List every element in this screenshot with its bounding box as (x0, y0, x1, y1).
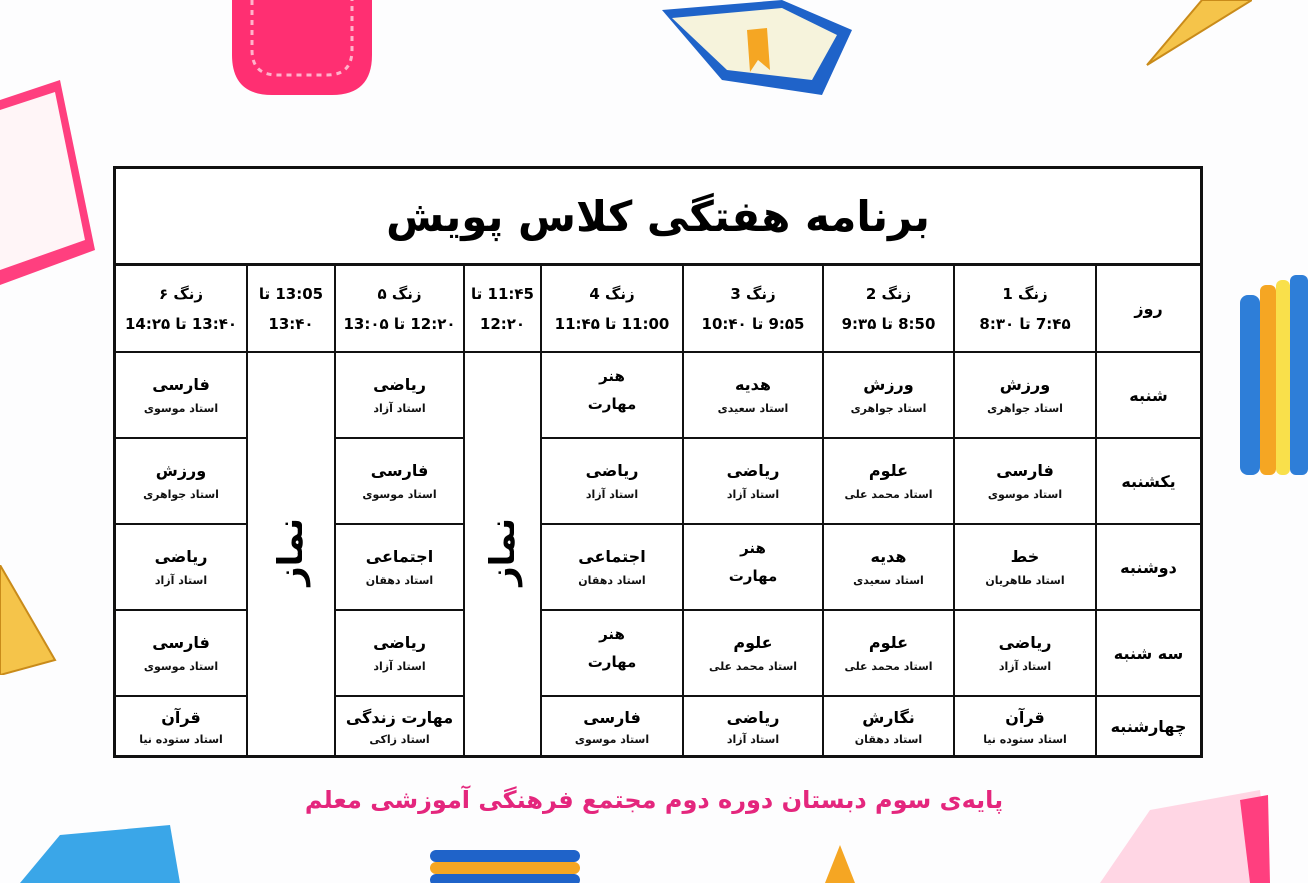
header-break-2: 13:05 تا 13:۴۰ (247, 266, 335, 352)
header-period-2: زنگ 2 8:50 تا 9:۳۵ (823, 266, 954, 352)
day-name: چهارشنبه (1096, 696, 1200, 756)
book-illustration-top (662, 0, 862, 100)
class-cell: نگارش استاد دهقان (823, 696, 954, 756)
header-period-4: زنگ 4 11:00 تا 11:۴۵ (541, 266, 683, 352)
class-cell: قرآن استاد ستوده نیا (954, 696, 1096, 756)
book-illustration-bottom-left (20, 825, 180, 883)
class-cell: ریاضی استاد آزاد (116, 524, 247, 610)
class-cell: ریاضی استاد آزاد (954, 610, 1096, 696)
header-period-1: زنگ 1 7:۴۵ تا 8:۳۰ (954, 266, 1096, 352)
class-cell: علوم استاد محمد علی (823, 438, 954, 524)
header-period-5: زنگ ۵ 12:۲۰ تا 13:۰۵ (335, 266, 464, 352)
class-cell: اجتماعی استاد دهقان (541, 524, 683, 610)
class-cell: هنر مهارت (683, 524, 823, 610)
class-cell: ریاضی استاد آزاد (335, 352, 464, 438)
class-cell: فارسی استاد موسوی (116, 352, 247, 438)
header-day: روز (1096, 266, 1200, 352)
class-cell: خط استاد طاهریان (954, 524, 1096, 610)
book-illustration-left (0, 80, 100, 290)
day-row-saturday (116, 352, 1200, 438)
class-cell: ورزش استاد جواهری (116, 438, 247, 524)
header-period-6: زنگ ۶ 13:۴۰ تا 14:۲۵ (116, 266, 247, 352)
class-cell: ریاضی استاد آزاد (683, 438, 823, 524)
prayer-break-1: نماز (464, 352, 541, 756)
class-cell: هدیه استاد سعیدی (823, 524, 954, 610)
header-break-1: 11:۴5 تا 12:۲۰ (464, 266, 541, 352)
school-caption: پایه‌ی سوم دبستان دوره دوم مجتمع فرهنگی آموزشی معلم (304, 786, 1004, 814)
class-cell: ورزش استاد جواهری (823, 352, 954, 438)
header-period-3: زنگ 3 9:۵5 تا 10:۴۰ (683, 266, 823, 352)
ruler-illustration (1142, 0, 1252, 70)
weekly-schedule (113, 166, 1203, 758)
class-cell: مهارت زندگی استاد زاکی (335, 696, 464, 756)
class-cell: ریاضی استاد آزاد (683, 696, 823, 756)
class-cell: فارسی استاد موسوی (335, 438, 464, 524)
header-row (116, 266, 1200, 352)
class-cell: هنر مهارت (541, 352, 683, 438)
day-name: شنبه (1096, 352, 1200, 438)
class-cell: ورزش استاد جواهری (954, 352, 1096, 438)
books-illustration-bottom (430, 840, 580, 883)
triangle-ruler-left (0, 565, 60, 675)
class-cell: علوم استاد محمد علی (683, 610, 823, 696)
class-cell: اجتماعی استاد دهقان (335, 524, 464, 610)
day-name: سه شنبه (1096, 610, 1200, 696)
books-stack-right (1240, 275, 1308, 485)
class-cell: فارسی استاد موسوی (954, 438, 1096, 524)
backpack-illustration (222, 0, 382, 100)
class-cell: فارسی استاد موسوی (116, 610, 247, 696)
class-cell: هنر مهارت (541, 610, 683, 696)
day-name: یکشنبه (1096, 438, 1200, 524)
schedule-table (116, 266, 1200, 757)
class-cell: ریاضی استاد آزاد (335, 610, 464, 696)
class-cell: هدیه استاد سعیدی (683, 352, 823, 438)
class-cell: ریاضی استاد آزاد (541, 438, 683, 524)
class-cell: علوم استاد محمد علی (823, 610, 954, 696)
schedule-title: برنامه هفتگی کلاس پویش (116, 169, 1200, 266)
prayer-break-2: نماز (247, 352, 335, 756)
class-cell: قرآن استاد ستوده نیا (116, 696, 247, 756)
pencil-illustration (820, 845, 860, 883)
day-name: دوشنبه (1096, 524, 1200, 610)
class-cell: فارسی استاد موسوی (541, 696, 683, 756)
